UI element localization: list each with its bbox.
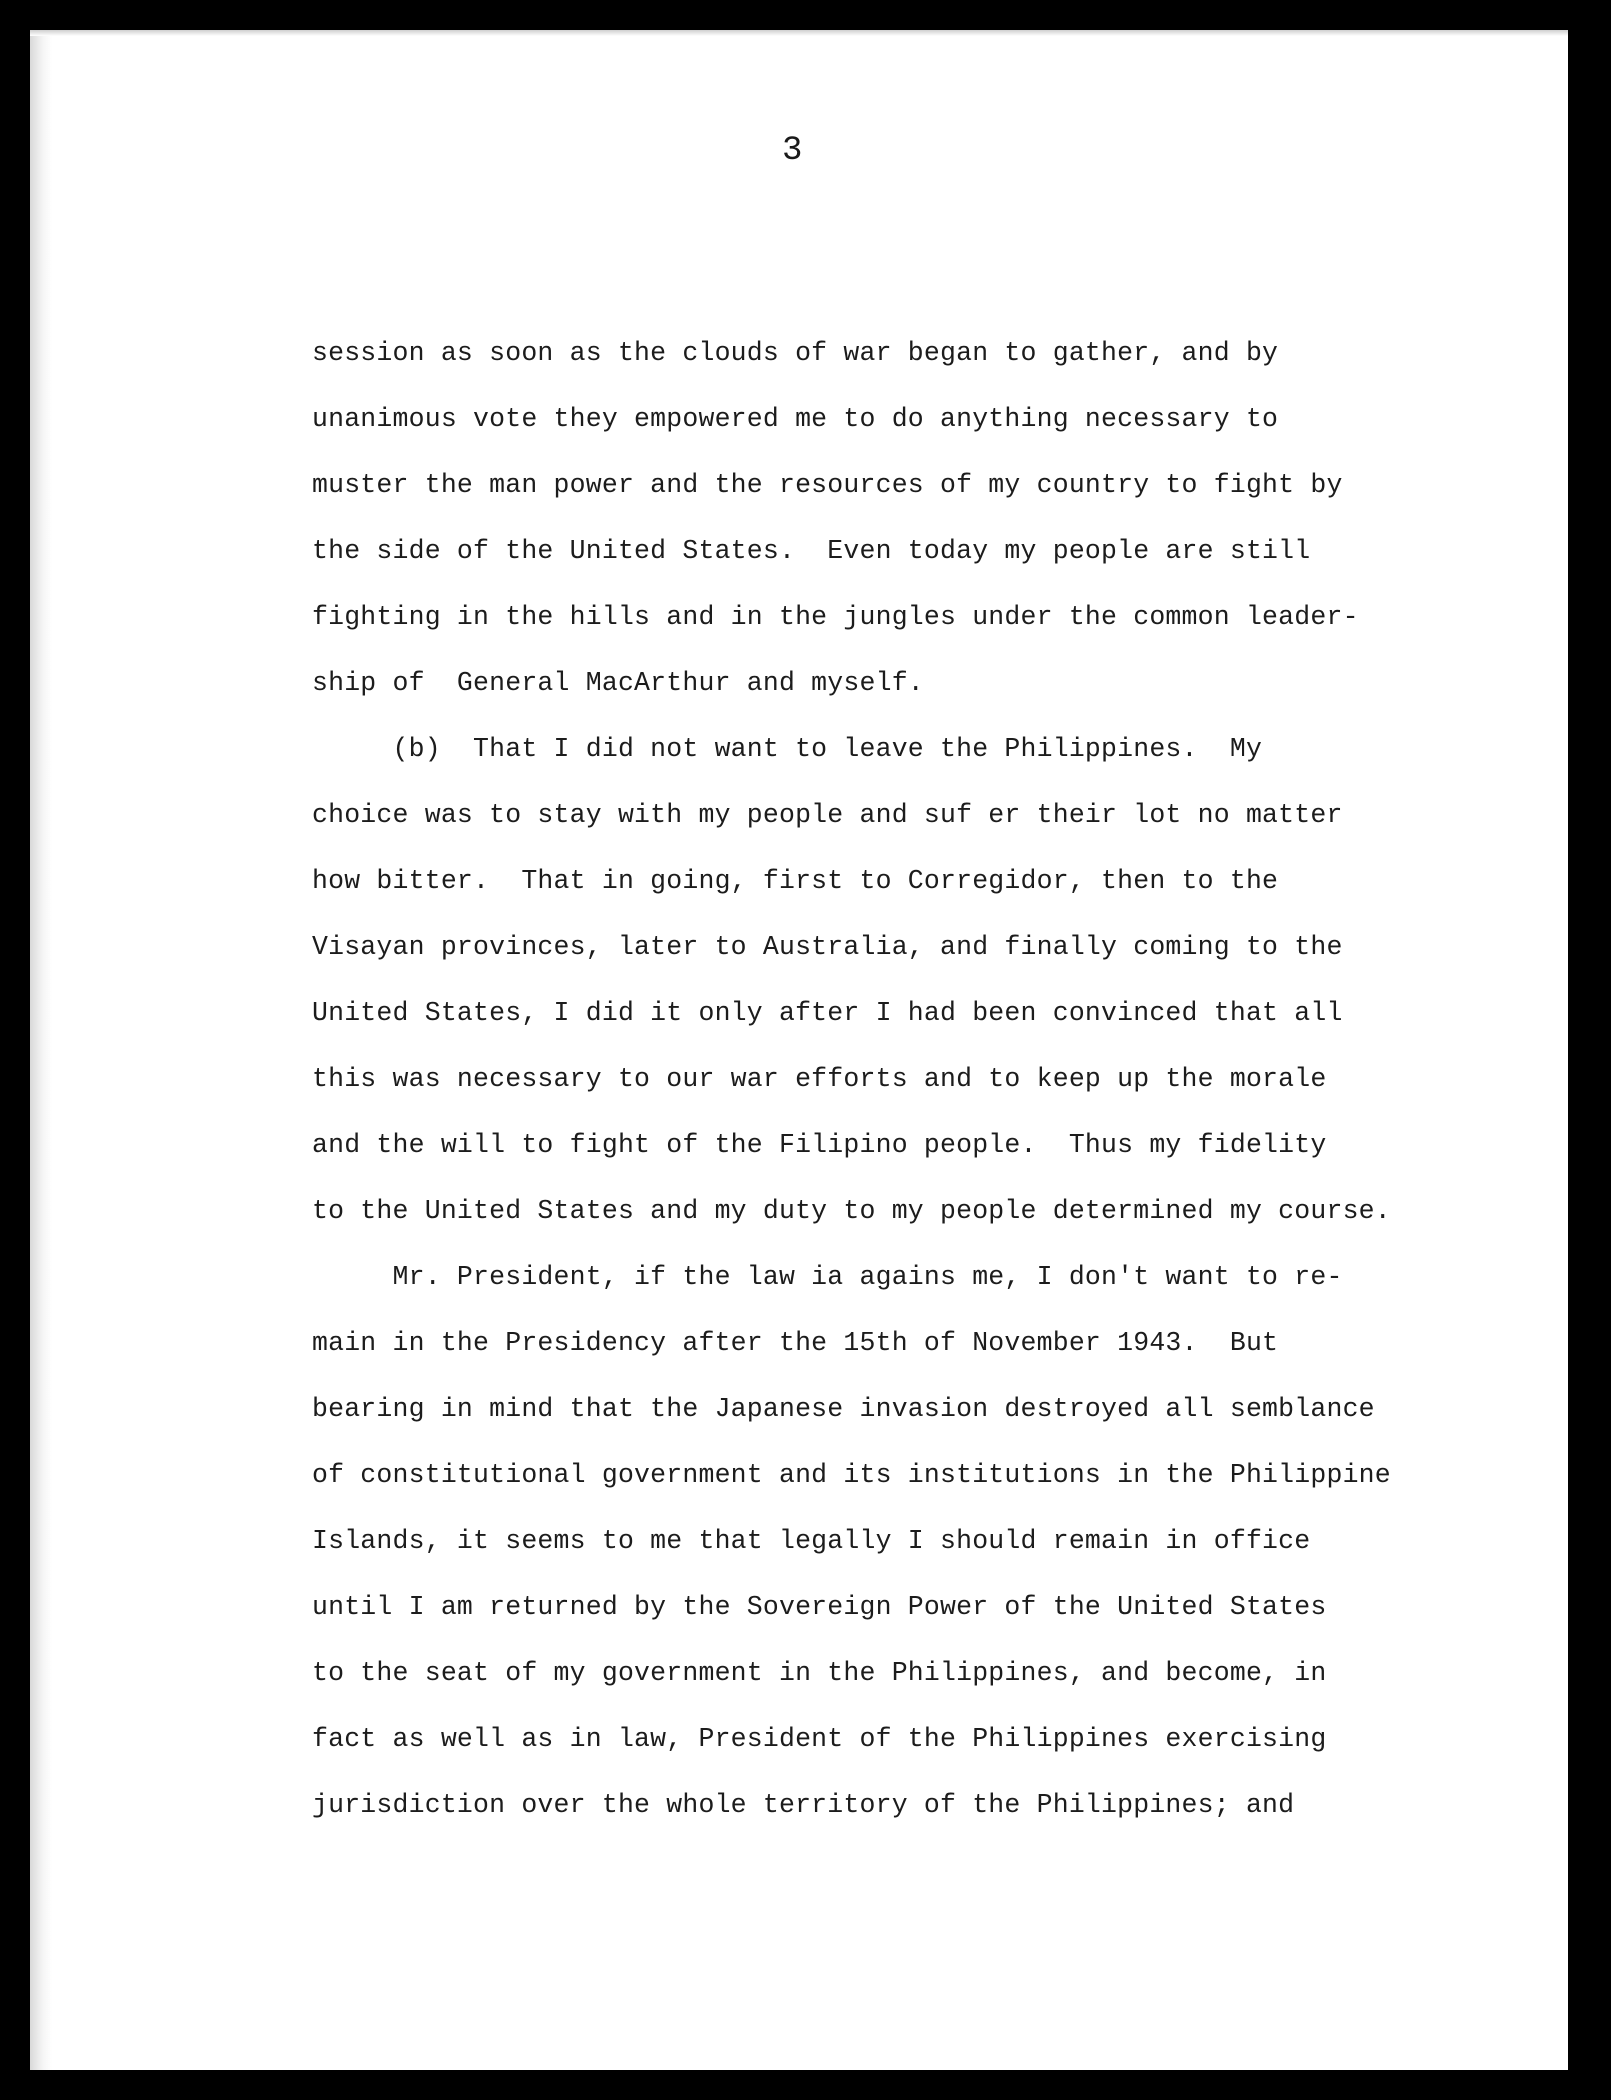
- text-line: this was necessary to our war efforts and to keep up the morale: [312, 1064, 1327, 1094]
- text-line: until I am returned by the Sovereign Power of the United States: [312, 1592, 1327, 1622]
- text-line: main in the Presidency after the 15th of November 1943. But: [312, 1328, 1279, 1358]
- text-line: (b) That I did not want to leave the Philippines. My: [312, 734, 1263, 764]
- text-line: of constitutional government and its institutions in the Philippine: [312, 1460, 1391, 1490]
- text-line: ship of General MacArthur and myself.: [312, 668, 924, 698]
- page-edge-shadow: [30, 30, 52, 2070]
- text-line: bearing in mind that the Japanese invasion destroyed all semblance: [312, 1394, 1375, 1424]
- text-line: unanimous vote they empowered me to do anything necessary to: [312, 404, 1279, 434]
- text-line: jurisdiction over the whole territory of the Philippines; and: [312, 1790, 1295, 1820]
- text-line: fighting in the hills and in the jungles under the common leader-: [312, 602, 1359, 632]
- text-line: and the will to fight of the Filipino people. Thus my fidelity: [312, 1130, 1327, 1160]
- text-line: Islands, it seems to me that legally I should remain in office: [312, 1526, 1311, 1556]
- text-line: to the seat of my government in the Philippines, and become, in: [312, 1658, 1327, 1688]
- text-line: Visayan provinces, later to Australia, and finally coming to the: [312, 932, 1343, 962]
- document-page: [30, 30, 1568, 2070]
- page-number: 3: [782, 132, 803, 170]
- text-line: to the United States and my duty to my people determined my course.: [312, 1196, 1391, 1226]
- text-line: session as soon as the clouds of war began to gather, and by: [312, 338, 1279, 368]
- text-line: fact as well as in law, President of the Philippines exercising: [312, 1724, 1327, 1754]
- typewritten-body: [312, 320, 1442, 1838]
- page-top-shadow: [30, 30, 1568, 36]
- text-line: choice was to stay with my people and suf er their lot no matter: [312, 800, 1343, 830]
- text-line: how bitter. That in going, first to Corregidor, then to the: [312, 866, 1279, 896]
- text-line: United States, I did it only after I had been convinced that all: [312, 998, 1343, 1028]
- text-line: the side of the United States. Even today my people are still: [312, 536, 1311, 566]
- text-line: muster the man power and the resources of my country to fight by: [312, 470, 1343, 500]
- text-line: Mr. President, if the law ia agains me, I don't want to re-: [312, 1262, 1343, 1292]
